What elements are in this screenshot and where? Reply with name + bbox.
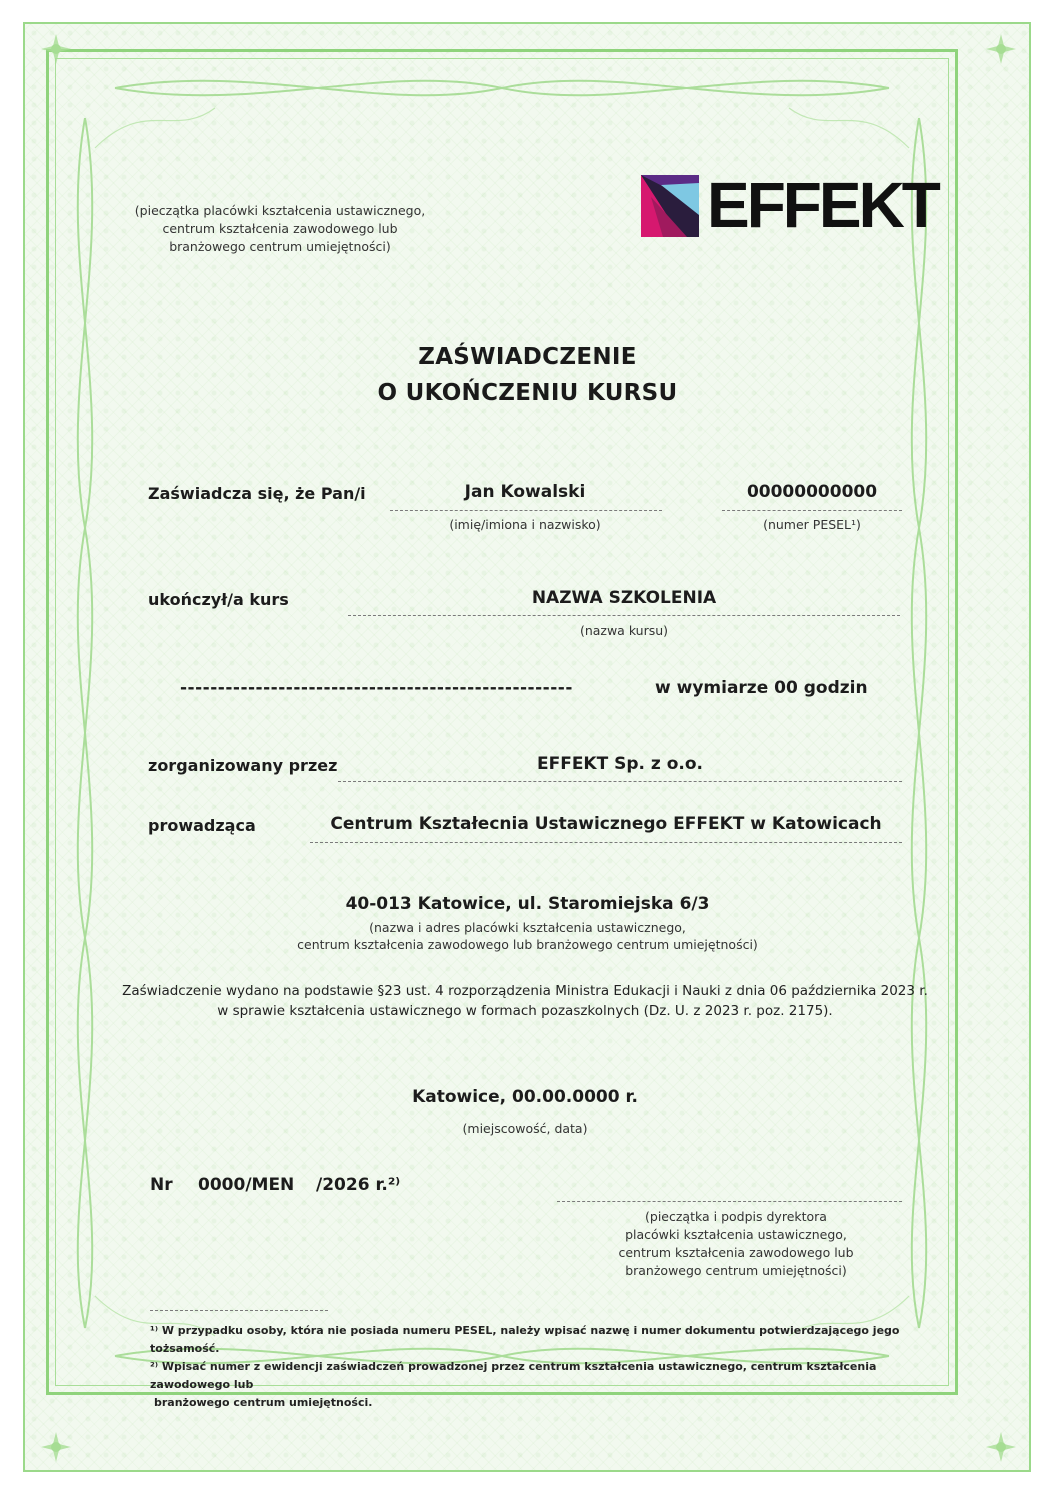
- stamp-note-line: (pieczątka placówki kształcenia ustawicznego,: [134, 203, 426, 218]
- effekt-logo-text: EFFEKT: [707, 169, 938, 241]
- effekt-logo-mark-icon: [641, 175, 699, 237]
- address-caption-line: (nazwa i adres placówki kształcenia ustawicznego,: [369, 920, 686, 935]
- organizer-underline: [338, 781, 902, 782]
- organizer-value: EFFEKT Sp. z o.o.: [536, 754, 703, 774]
- number-value: 0000/MEN: [198, 1175, 295, 1195]
- course-label: ukończył/a kurs: [148, 590, 289, 609]
- footnote-1: ¹⁾ W przypadku osoby, która nie posiada numeru PESEL, należy wpisać nazwę i numer dokumentu potwierdzającego jego tożsamość.: [150, 1324, 900, 1355]
- course-caption: (nazwa kursu): [579, 623, 669, 638]
- provider-underline: [310, 842, 902, 843]
- effekt-logo: [641, 169, 938, 241]
- course-name: NAZWA SZKOLENIA: [531, 588, 717, 608]
- number-suffix: /2026 r.²⁾: [316, 1175, 401, 1195]
- address-caption: [250, 919, 805, 953]
- corner-rosette-icon: [39, 1430, 73, 1464]
- person-name: Jan Kowalski: [464, 482, 586, 502]
- pesel-value: 00000000000: [746, 482, 878, 502]
- corner-rosette-icon: [39, 32, 73, 66]
- number-prefix: Nr: [150, 1175, 173, 1195]
- stamp-note-line: centrum kształcenia zawodowego lub: [162, 221, 398, 236]
- signature-caption-line: centrum kształcenia zawodowego lub: [618, 1245, 854, 1260]
- title-line-2: O UKOŃCZENIU KURSU: [377, 380, 678, 406]
- footnote-2: ²⁾ Wpisać numer z ewidencji zaświadczeń prowadzonej przez centrum kształcenia ustawicznego, centrum kształcenia zawodowego lub: [150, 1360, 877, 1391]
- provider-label: prowadząca: [148, 816, 256, 835]
- signature-caption-line: placówki kształcenia ustawicznego,: [625, 1227, 847, 1242]
- footnote-2-cont: branżowego centrum umiejętności.: [154, 1396, 373, 1409]
- pesel-caption: (numer PESEL¹): [763, 517, 861, 532]
- pesel-underline: [722, 510, 902, 511]
- stamp-note: [130, 202, 430, 256]
- person-label: Zaświadcza się, że Pan/i: [148, 484, 366, 503]
- address-caption-line: centrum kształcenia zawodowego lub branżowego centrum umiejętności): [297, 937, 758, 952]
- signature-caption-line: (pieczątka i podpis dyrektora: [645, 1209, 827, 1224]
- hours-text: w wymiarze 00 godzin: [655, 678, 868, 698]
- name-caption: (imię/imiona i nazwisko): [449, 517, 601, 532]
- vine-ornament: [55, 58, 949, 1386]
- place-date-caption: (miejscowość, data): [462, 1121, 588, 1136]
- provider-value: Centrum Kształecnia Ustawicznego EFFEKT w Katowicach: [330, 814, 882, 834]
- place-date: Katowice, 00.00.0000 r.: [412, 1087, 638, 1107]
- provider-address: 40-013 Katowice, ul. Staromiejska 6/3: [345, 894, 710, 914]
- course-underline: [348, 615, 900, 616]
- document-title: [250, 339, 805, 411]
- stamp-note-line: branżowego centrum umiejętności): [169, 239, 391, 254]
- corner-rosette-icon: [984, 1430, 1018, 1464]
- name-underline: [390, 510, 662, 511]
- legal-basis-line: Zaświadczenie wydano na podstawie §23 ust. 4 rozporządzenia Ministra Edukacji i Nauki z dnia 06 października 2023 r.: [122, 983, 928, 999]
- corner-rosette-icon: [984, 32, 1018, 66]
- hours-dash-line: ----------------------------------------------------: [180, 678, 573, 698]
- legal-basis-line: w sprawie kształcenia ustawicznego w formach pozaszkolnych (Dz. U. z 2023 r. poz. 2175).: [217, 1003, 833, 1019]
- legal-basis: [100, 981, 950, 1021]
- footnote-separator: [150, 1310, 328, 1311]
- signature-caption: [600, 1208, 872, 1280]
- signature-line: [557, 1201, 902, 1202]
- title-line-1: ZAŚWIADCZENIE: [418, 344, 637, 370]
- organizer-label: zorganizowany przez: [148, 756, 338, 775]
- footnotes: [150, 1322, 910, 1412]
- signature-caption-line: branżowego centrum umiejętności): [625, 1263, 847, 1278]
